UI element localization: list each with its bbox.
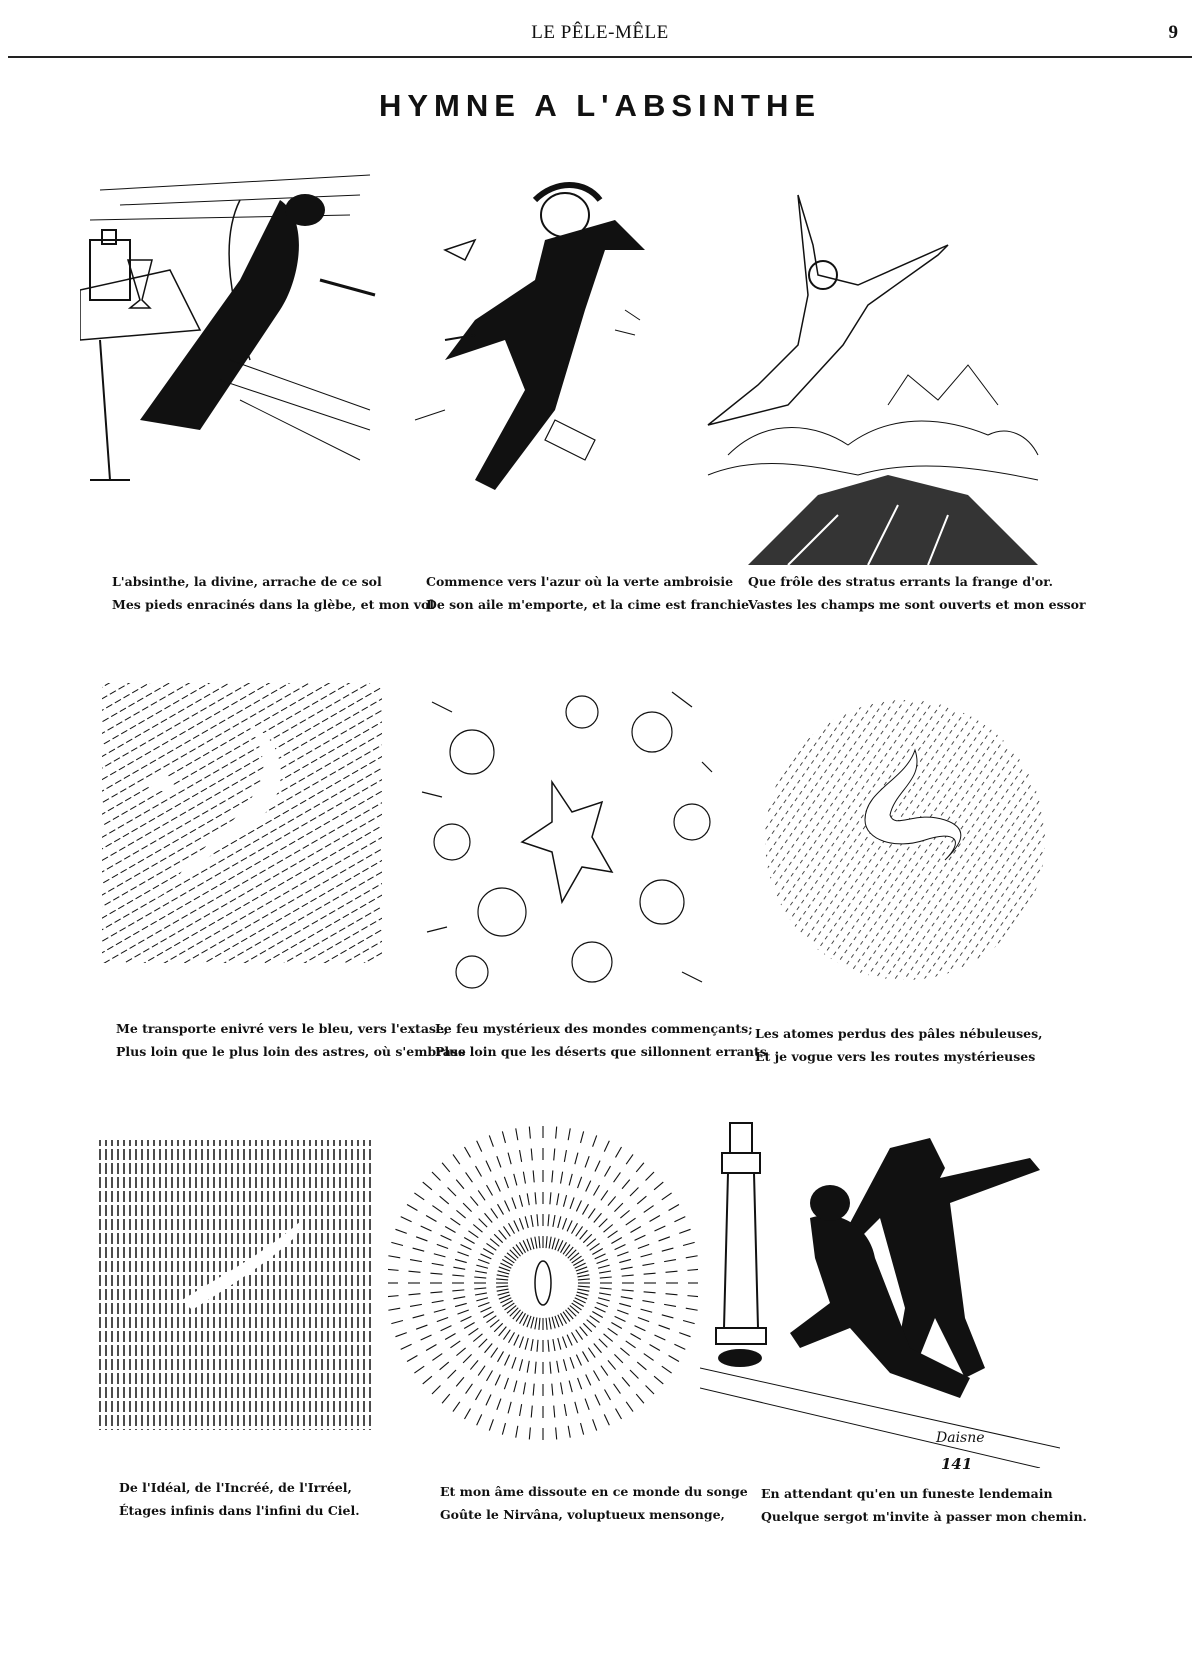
page-header [8,0,1192,58]
page-number: 9 [1168,22,1178,43]
verse-line: Le feu mystérieux des mondes commençants; [435,1021,753,1036]
verse-caption-9 [761,1482,1087,1528]
illustration-policeman-scene [700,1118,1060,1468]
signature-number: 141 [941,1455,973,1473]
illustration-figure-in-nebula [755,690,1055,1010]
verse-line: Me transporte enivré vers le bleu, vers l'extase, [116,1021,449,1036]
verse-caption-4 [116,1017,466,1063]
verse-line: Plus loin que le plus loin des astres, où s'embrase [116,1044,466,1059]
verse-line: De l'Idéal, de l'Incréé, de l'Irréel, [119,1480,352,1495]
verse-line: En attendant qu'en un funeste lendemain [761,1486,1053,1501]
illustration-drinker-seated [80,160,380,490]
poem-title: HYMNE A L'ABSINTHE [378,88,822,123]
signature-name: Daisne [936,1430,985,1446]
illustration-figure-in-ideal [92,1135,377,1435]
verse-line: Plus loin que les déserts que sillonnent errants [435,1044,767,1059]
verse-caption-3 [748,570,1086,616]
verse-caption-6 [755,1022,1042,1068]
verse-line: De son aile m'emporte, et la cime est franchie [426,597,750,612]
verse-line: Vastes les champs me sont ouverts et mon essor [748,597,1086,612]
illustration-figure-among-stars [412,672,722,1002]
artist-signature [936,1430,985,1446]
verse-line: Que frôle des stratus errants la frange d'or. [748,574,1054,589]
verse-line: Goûte le Nirvâna, voluptueux mensonge, [440,1507,725,1522]
verse-line: Commence vers l'azur où la verte ambroisie [426,574,734,589]
verse-line: Étages infinis dans l'infini du Ciel. [119,1503,360,1518]
illustration-figure-in-blue [97,678,387,968]
verse-caption-5 [435,1017,767,1063]
verse-caption-2 [426,570,749,616]
verse-line: L'absinthe, la divine, arrache de ce sol [112,574,382,589]
illustration-drinker-above-clouds [668,175,1048,575]
illustration-soul-dissolving [388,1118,698,1448]
verse-line: Les atomes perdus des pâles nébuleuses, [755,1026,1043,1041]
verse-line: Mes pieds enracinés dans la glèbe, et mon vol [112,597,435,612]
verse-line: Quelque sergot m'invite à passer mon chemin. [761,1509,1087,1524]
verse-line: Et je vogue vers les routes mystérieuses [755,1049,1036,1064]
verse-caption-8 [440,1480,748,1526]
verse-caption-7 [119,1476,360,1522]
verse-line: Et mon âme dissoute en ce monde du songe [440,1484,748,1499]
verse-caption-1 [112,570,434,616]
running-title: LE PÊLE-MÊLE [531,22,669,43]
